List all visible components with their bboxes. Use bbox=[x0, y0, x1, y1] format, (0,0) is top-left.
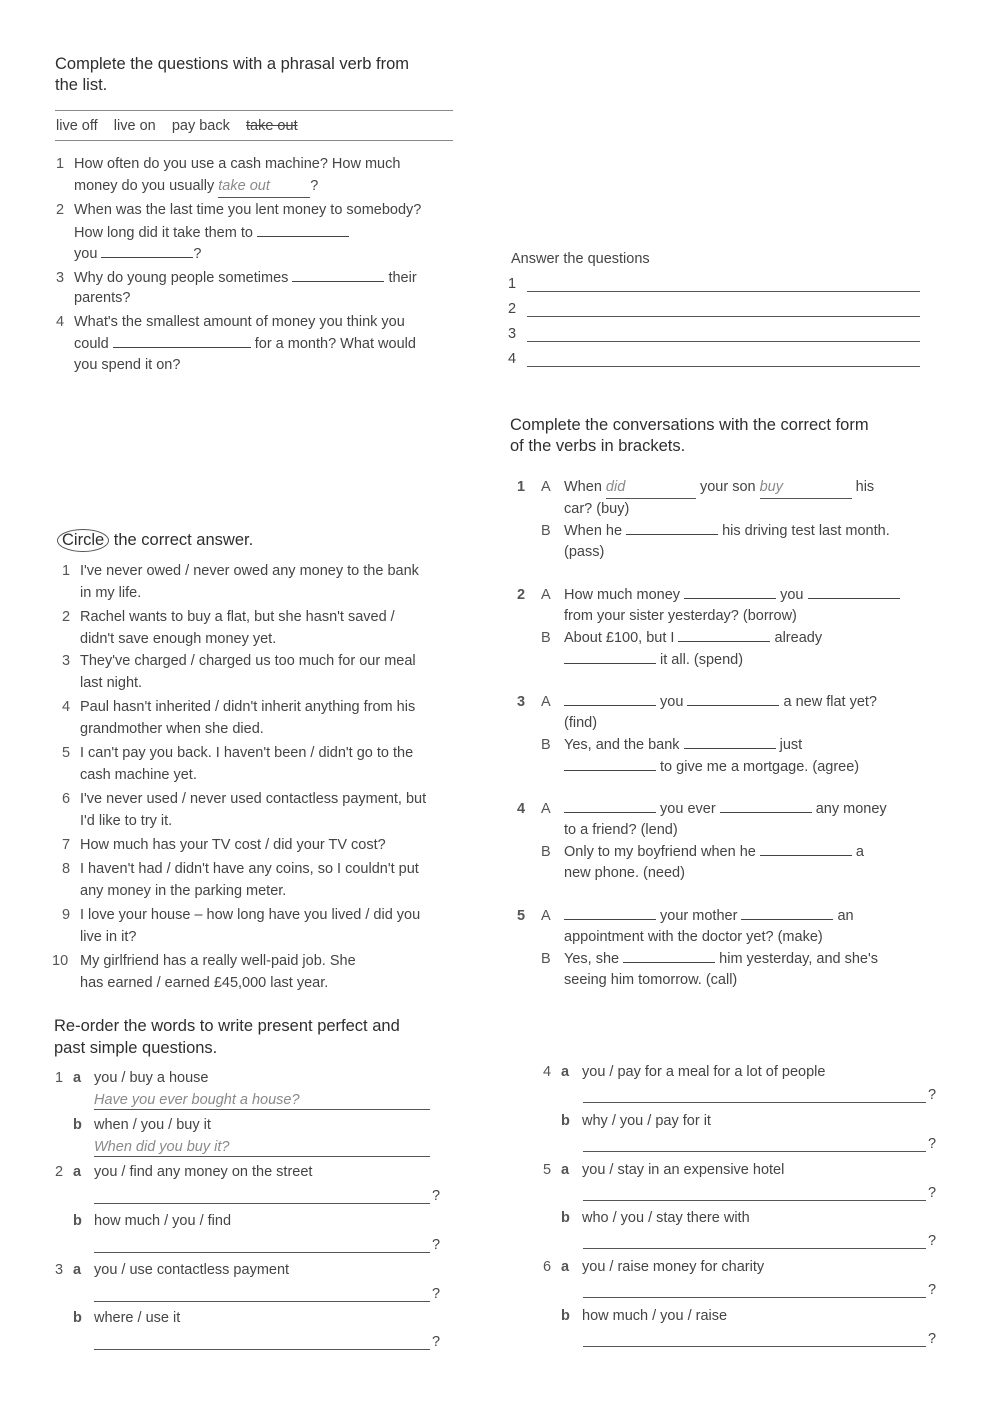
question-mark: ? bbox=[928, 1185, 937, 1201]
conv3-b-line1: B Yes, and the bank just bbox=[541, 734, 802, 756]
circle-item-line1[interactable]: They've charged / charged us too much for our meal bbox=[80, 653, 416, 669]
reorder-answer[interactable]: Have you ever bought a house? bbox=[94, 1090, 430, 1110]
conv5-blank-1[interactable] bbox=[564, 905, 656, 920]
ex1-q2-line3: you ? bbox=[74, 243, 202, 265]
circle-item-line2[interactable]: live in it? bbox=[80, 929, 137, 945]
circle-item: 9 I love your house – how long have you lived / did you bbox=[62, 907, 421, 923]
circle-item-line2[interactable]: in my life. bbox=[80, 585, 142, 601]
conv4-blank-2[interactable] bbox=[720, 798, 812, 813]
answer-line-3[interactable] bbox=[527, 341, 920, 342]
q1-answer-blank[interactable]: take out bbox=[218, 176, 310, 198]
conv2-blank-1[interactable] bbox=[684, 584, 776, 599]
question-mark: ? bbox=[432, 1286, 441, 1302]
answer-num-3: 3 bbox=[508, 326, 517, 342]
conv2-b-line2: it all. (spend) bbox=[564, 649, 743, 671]
circle-item-line1[interactable]: I can't pay you back. I haven't been / didn't go to the bbox=[80, 745, 414, 761]
q4-blank[interactable] bbox=[113, 333, 251, 348]
circle-item: 5 I can't pay you back. I haven't been / didn't go to the bbox=[62, 745, 414, 761]
conv1-b-line2: (pass) bbox=[564, 544, 605, 560]
circle-item-line2[interactable]: cash machine yet. bbox=[80, 767, 197, 783]
conv5-b-line2: seeing him tomorrow. (call) bbox=[564, 972, 738, 988]
answer-num-4: 4 bbox=[508, 351, 517, 367]
reorder-answer-line[interactable] bbox=[583, 1297, 926, 1298]
circle-item-line1[interactable]: I love your house – how long have you lived / did you bbox=[80, 907, 421, 923]
circle-item: 3 They've charged / charged us too much for our meal bbox=[62, 653, 416, 669]
circle-item: 10 My girlfriend has a really well-paid job. She bbox=[52, 953, 356, 969]
reorder-answer-line[interactable] bbox=[94, 1349, 430, 1350]
question-mark: ? bbox=[432, 1188, 441, 1204]
circle-item: 1 I've never owed / never owed any money to the bank bbox=[62, 563, 419, 579]
circle-item: 2 Rachel wants to buy a flat, but she hasn't saved / bbox=[62, 609, 395, 625]
reorder-prompt: 2 a you / find any money on the street bbox=[55, 1164, 313, 1180]
q2-blank-2[interactable] bbox=[101, 243, 193, 258]
ex1-q4-line3: you spend it on? bbox=[74, 357, 181, 373]
conv5-a-line1: 5 A your mother an bbox=[517, 905, 854, 927]
reorder-answer-line[interactable] bbox=[583, 1248, 926, 1249]
circle-item-line2[interactable]: has earned / earned £45,000 last year. bbox=[80, 975, 329, 991]
reorder-prompt: b where / use it bbox=[73, 1310, 181, 1326]
circle-item: 6 I've never used / never used contactless payment, but bbox=[62, 791, 427, 807]
ex1-q3-line2: parents? bbox=[74, 290, 131, 306]
circle-item-line1[interactable]: I've never used / never used contactless payment, but bbox=[80, 791, 427, 807]
conv3-a-line2: (find) bbox=[564, 715, 598, 731]
reorder-answer-line[interactable] bbox=[583, 1151, 926, 1152]
circle-item-line1[interactable]: Rachel wants to buy a flat, but she hasn't saved / bbox=[80, 609, 395, 625]
conv2-a-line1: 2 A How much money you bbox=[517, 584, 900, 606]
ex1-q4-line1: 4 What's the smallest amount of money you think you bbox=[56, 314, 405, 330]
reorder-prompt: b how much / you / find bbox=[73, 1213, 232, 1229]
ex1-heading-line2: the list. bbox=[55, 76, 108, 94]
conv2-blank-3[interactable] bbox=[678, 627, 770, 642]
conv1-blank-1[interactable]: did bbox=[606, 477, 696, 499]
circled-word: Circle bbox=[57, 529, 109, 552]
conv3-blank-1[interactable] bbox=[564, 691, 656, 706]
reorder-prompt: 4 a you / pay for a meal for a lot of people bbox=[543, 1064, 826, 1080]
reorder-prompt: 3 a you / use contactless payment bbox=[55, 1262, 290, 1278]
reorder-prompt: 1 a you / buy a house bbox=[55, 1070, 209, 1086]
reorder-answer-line[interactable] bbox=[94, 1203, 430, 1204]
ex1-q2-line1: 2 When was the last time you lent money to somebody? bbox=[56, 202, 422, 218]
circle-item: 8 I haven't had / didn't have any coins, so I couldn't put bbox=[62, 861, 419, 877]
conv4-blank-3[interactable] bbox=[760, 841, 852, 856]
circle-item-line1[interactable]: How much has your TV cost / did your TV cost? bbox=[80, 837, 386, 853]
question-mark: ? bbox=[928, 1233, 937, 1249]
circle-item-line1[interactable]: I haven't had / didn't have any coins, so I couldn't put bbox=[80, 861, 419, 877]
ex4-heading-line1: Re-order the words to write present perfect and bbox=[54, 1017, 400, 1035]
reorder-prompt: 6 a you / raise money for charity bbox=[543, 1259, 765, 1275]
question-mark: ? bbox=[432, 1334, 441, 1350]
circle-item-line2[interactable]: last night. bbox=[80, 675, 143, 691]
question-mark: ? bbox=[928, 1282, 937, 1298]
conv3-blank-4[interactable] bbox=[564, 756, 656, 771]
conv1-a-line2: car? (buy) bbox=[564, 501, 630, 517]
circle-item-line1[interactable]: My girlfriend has a really well-paid job. She bbox=[80, 953, 356, 969]
reorder-prompt: 5 a you / stay in an expensive hotel bbox=[543, 1162, 785, 1178]
circle-item: 7 How much has your TV cost / did your TV cost? bbox=[62, 837, 386, 853]
conv2-b-line1: B About £100, but I already bbox=[541, 627, 822, 649]
conv4-a-line2: to a friend? (lend) bbox=[564, 822, 678, 838]
reorder-answer[interactable]: When did you buy it? bbox=[94, 1137, 430, 1157]
question-mark: ? bbox=[928, 1136, 937, 1152]
word-live-on: live on bbox=[113, 118, 156, 134]
ex1-heading-line1: Complete the questions with a phrasal verb from bbox=[55, 55, 410, 73]
answer-line-4[interactable] bbox=[527, 366, 920, 367]
answer-num-1: 1 bbox=[508, 276, 517, 292]
ex1-q1-line1: 1 How often do you use a cash machine? How much bbox=[56, 156, 401, 172]
word-box-bottom-rule bbox=[55, 140, 453, 141]
reorder-answer-line[interactable] bbox=[583, 1200, 926, 1201]
reorder-prompt: b how much / you / raise bbox=[561, 1308, 728, 1324]
word-pay-back: pay back bbox=[171, 118, 230, 134]
conv1-blank-2[interactable]: buy bbox=[760, 477, 852, 499]
ex1-q3-line1: 3 Why do young people sometimes their bbox=[56, 267, 417, 289]
conv1-b-line1: B When he his driving test last month. bbox=[541, 520, 890, 542]
reorder-prompt: b who / you / stay there with bbox=[561, 1210, 750, 1226]
reorder-answer-line[interactable] bbox=[583, 1102, 926, 1103]
conv2-blank-4[interactable] bbox=[564, 649, 656, 664]
circle-item-line2[interactable]: any money in the parking meter. bbox=[80, 883, 287, 899]
word-box bbox=[56, 116, 298, 137]
conv2-blank-2[interactable] bbox=[808, 584, 900, 599]
answer-num-2: 2 bbox=[508, 301, 517, 317]
conv5-a-line2: appointment with the doctor yet? (make) bbox=[564, 929, 823, 945]
answer-line-2[interactable] bbox=[527, 316, 920, 317]
conv4-blank-1[interactable] bbox=[564, 798, 656, 813]
conv3-blank-2[interactable] bbox=[687, 691, 779, 706]
circle-item-line2[interactable]: I'd like to try it. bbox=[80, 813, 173, 829]
conv2-a-line2: from your sister yesterday? (borrow) bbox=[564, 608, 797, 624]
conv1-a-line1: 1 A When did your son buy his bbox=[517, 477, 874, 499]
reorder-prompt: b when / you / buy it bbox=[73, 1117, 211, 1133]
question-mark: ? bbox=[928, 1331, 937, 1347]
word-box-top-rule bbox=[55, 110, 453, 111]
word-live-off: live off bbox=[56, 118, 98, 134]
ex3-heading-line1: Complete the conversations with the correct form bbox=[510, 416, 869, 434]
circle-item-line2[interactable]: grandmother when she died. bbox=[80, 721, 264, 737]
conv3-b-line2: to give me a mortgage. (agree) bbox=[564, 756, 859, 778]
conv3-a-line1: 3 A you a new flat yet? bbox=[517, 691, 877, 713]
circle-item-line1[interactable]: Paul hasn't inherited / didn't inherit anything from his bbox=[80, 699, 416, 715]
conv4-b-line2: new phone. (need) bbox=[564, 865, 685, 881]
ex1-q4-line2: could for a month? What would bbox=[74, 333, 416, 355]
conv4-a-line1: 4 A you ever any money bbox=[517, 798, 887, 820]
ex1-q2-line2: How long did it take them to bbox=[74, 222, 349, 244]
q2-blank-1[interactable] bbox=[257, 222, 349, 237]
conv5-blank-2[interactable] bbox=[741, 905, 833, 920]
reorder-prompt: b why / you / pay for it bbox=[561, 1113, 711, 1129]
ex2-heading: Circle the correct answer. bbox=[62, 529, 253, 552]
ex1-q1-line2: money do you usually take out ? bbox=[74, 176, 318, 198]
conv4-b-line1: B Only to my boyfriend when he a bbox=[541, 841, 864, 863]
reorder-answer-line[interactable] bbox=[94, 1252, 430, 1253]
question-mark: ? bbox=[928, 1087, 937, 1103]
conv3-blank-3[interactable] bbox=[684, 734, 776, 749]
conv1-blank-3[interactable] bbox=[626, 520, 718, 535]
reorder-answer-line[interactable] bbox=[583, 1346, 926, 1347]
word-take-out: take out bbox=[246, 118, 298, 134]
question-mark: ? bbox=[432, 1237, 441, 1253]
circle-item: 4 Paul hasn't inherited / didn't inherit anything from his bbox=[62, 699, 416, 715]
q3-blank[interactable] bbox=[292, 267, 384, 282]
circle-item-line2[interactable]: didn't save enough money yet. bbox=[80, 631, 277, 647]
ex4-heading-line2: past simple questions. bbox=[54, 1039, 218, 1057]
circle-item-line1[interactable]: I've never owed / never owed any money to the bank bbox=[80, 563, 419, 579]
answer-heading: Answer the questions bbox=[511, 251, 650, 267]
answer-line-1[interactable] bbox=[527, 291, 920, 292]
ex3-heading-line2: of the verbs in brackets. bbox=[510, 437, 686, 455]
reorder-answer-line[interactable] bbox=[94, 1301, 430, 1302]
conv5-b-line1: B Yes, she him yesterday, and she's bbox=[541, 948, 878, 970]
conv5-blank-3[interactable] bbox=[623, 948, 715, 963]
